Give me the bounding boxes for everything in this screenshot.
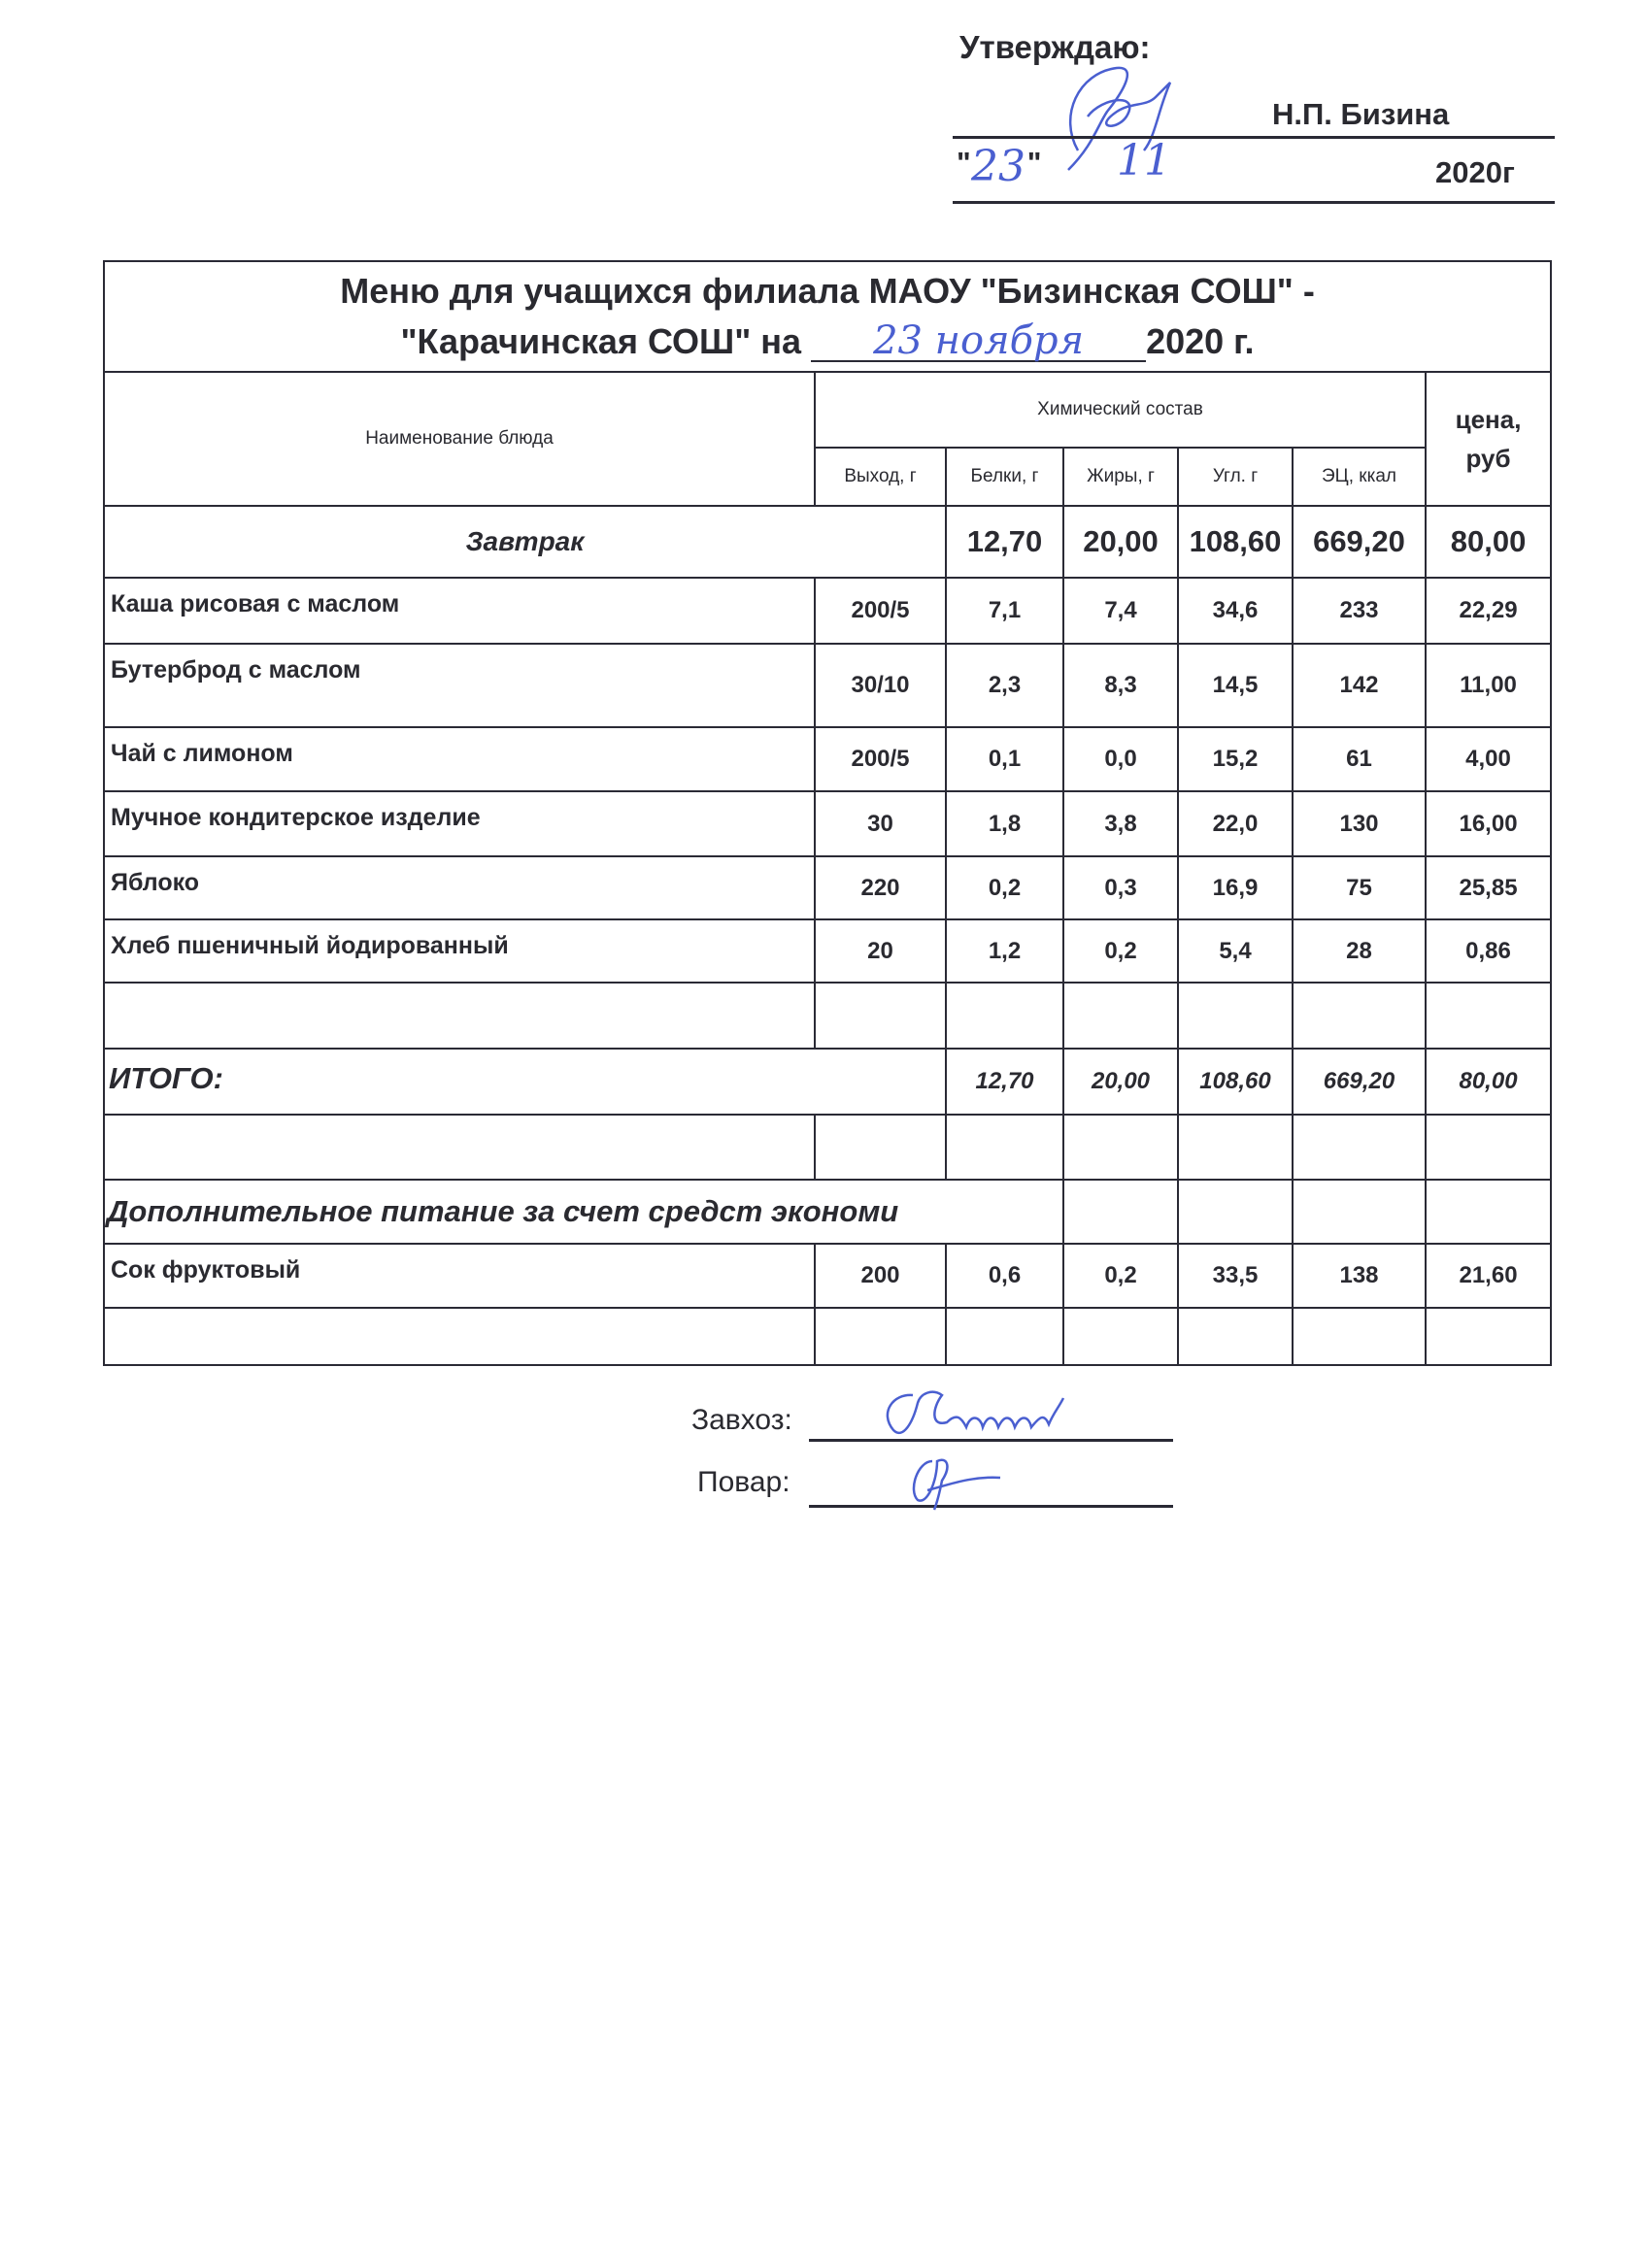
empty-cell (104, 983, 815, 1049)
dish-name: Хлеб пшеничный йодированный (104, 919, 815, 983)
breakfast-label: Завтрак (104, 506, 946, 578)
dish-fat: 0,2 (1063, 919, 1178, 983)
table-row (104, 578, 1551, 644)
dish-protein: 2,3 (946, 644, 1063, 727)
dish-protein: 1,2 (946, 919, 1063, 983)
header-carbs: Угл. г (1178, 448, 1293, 506)
dish-fat: 7,4 (1063, 578, 1178, 644)
date-open-quote: " (957, 146, 971, 180)
storekeeper-signature (874, 1384, 1117, 1442)
dish-yield: 30/10 (815, 644, 946, 727)
breakfast-kcal-total: 669,20 (1293, 506, 1426, 578)
approver-name: Н.П. Бизина (1272, 97, 1450, 131)
breakfast-price-total: 80,00 (1426, 506, 1551, 578)
total-protein: 12,70 (946, 1049, 1063, 1115)
dish-price: 21,60 (1426, 1244, 1551, 1308)
header-price-text: цена, руб (1455, 405, 1522, 473)
title-line-2-suffix: 2020 г. (1146, 321, 1255, 361)
dish-carbs: 33,5 (1178, 1244, 1293, 1308)
dish-name: Яблоко (104, 856, 815, 919)
empty-cell (946, 1308, 1063, 1365)
cook-signature (893, 1447, 1039, 1515)
storekeeper-label: Завхоз: (691, 1404, 792, 1436)
empty-cell (1178, 1308, 1293, 1365)
table-row (104, 919, 1551, 983)
dish-fat: 0,0 (1063, 727, 1178, 791)
dish-protein: 0,1 (946, 727, 1063, 791)
breakfast-section-row (104, 506, 1551, 578)
extra-section-row (104, 1180, 1551, 1244)
dish-fat: 8,3 (1063, 644, 1178, 727)
empty-cell (1063, 1308, 1178, 1365)
dish-kcal: 233 (1293, 578, 1426, 644)
header-protein: Белки, г (946, 448, 1063, 506)
empty-cell (1293, 1180, 1426, 1244)
total-row (104, 1049, 1551, 1115)
dish-carbs: 22,0 (1178, 791, 1293, 856)
empty-cell (1178, 1115, 1293, 1180)
date-close-quote: " (1026, 146, 1042, 180)
cook-label: Повар: (697, 1466, 790, 1498)
dish-carbs: 34,6 (1178, 578, 1293, 644)
table-row (104, 1244, 1551, 1308)
dish-kcal: 61 (1293, 727, 1426, 791)
breakfast-fat-total: 20,00 (1063, 506, 1178, 578)
empty-cell (815, 983, 946, 1049)
empty-cell (1063, 1115, 1178, 1180)
dish-yield: 200/5 (815, 727, 946, 791)
dish-name: Сок фруктовый (104, 1244, 815, 1308)
empty-cell (1063, 1180, 1178, 1244)
dish-carbs: 5,4 (1178, 919, 1293, 983)
header-price (1426, 372, 1551, 506)
dish-price: 22,29 (1426, 578, 1551, 644)
dish-name: Мучное кондитерское изделие (104, 791, 815, 856)
header-chemical-composition: Химический состав (815, 372, 1426, 448)
title-line-2-prefix: "Карачинская СОШ" на (400, 321, 802, 361)
table-row (104, 791, 1551, 856)
dish-yield: 220 (815, 856, 946, 919)
dish-yield: 20 (815, 919, 946, 983)
empty-row (104, 1115, 1551, 1180)
dish-price: 25,85 (1426, 856, 1551, 919)
empty-cell (1063, 983, 1178, 1049)
dish-name: Каша рисовая с маслом (104, 578, 815, 644)
dish-price: 0,86 (1426, 919, 1551, 983)
dish-protein: 0,2 (946, 856, 1063, 919)
total-price: 80,00 (1426, 1049, 1551, 1115)
title-line-1: Меню для учащихся филиала МАОУ "Бизинская СОШ" - (340, 271, 1315, 311)
extra-section-label: Дополнительное питание за счет средст экономи (104, 1180, 1063, 1244)
table-row (104, 644, 1551, 727)
total-label: ИТОГО: (104, 1049, 946, 1115)
total-fat: 20,00 (1063, 1049, 1178, 1115)
header-dish-name: Наименование блюда (104, 372, 815, 506)
empty-cell (1293, 983, 1426, 1049)
table-row (104, 727, 1551, 791)
dish-protein: 0,6 (946, 1244, 1063, 1308)
empty-cell (815, 1308, 946, 1365)
empty-row (104, 983, 1551, 1049)
empty-row (104, 1308, 1551, 1365)
table-row (104, 856, 1551, 919)
empty-cell (1178, 1180, 1293, 1244)
breakfast-protein-total: 12,70 (946, 506, 1063, 578)
dish-kcal: 28 (1293, 919, 1426, 983)
dish-price: 11,00 (1426, 644, 1551, 727)
approval-underline (953, 136, 1555, 139)
dish-carbs: 15,2 (1178, 727, 1293, 791)
empty-cell (1426, 1308, 1551, 1365)
dish-fat: 0,3 (1063, 856, 1178, 919)
menu-table-wrapper (103, 260, 1550, 1366)
header-yield: Выход, г (815, 448, 946, 506)
empty-cell (1426, 1115, 1551, 1180)
header-fat: Жиры, г (1063, 448, 1178, 506)
empty-cell (1293, 1115, 1426, 1180)
total-kcal: 669,20 (1293, 1049, 1426, 1115)
header-row-1 (104, 372, 1551, 448)
dish-kcal: 142 (1293, 644, 1426, 727)
dish-yield: 200 (815, 1244, 946, 1308)
empty-cell (104, 1115, 815, 1180)
approval-day-handwritten: 23 (971, 142, 1025, 191)
dish-name: Бутерброд с маслом (104, 644, 815, 727)
dish-price: 4,00 (1426, 727, 1551, 791)
dish-fat: 0,2 (1063, 1244, 1178, 1308)
dish-kcal: 130 (1293, 791, 1426, 856)
header-kcal: ЭЦ, ккал (1293, 448, 1426, 506)
dish-fat: 3,8 (1063, 791, 1178, 856)
dish-yield: 30 (815, 791, 946, 856)
approval-year: 2020г (1435, 155, 1515, 189)
dish-price: 16,00 (1426, 791, 1551, 856)
empty-cell (1293, 1308, 1426, 1365)
menu-table (103, 260, 1552, 1366)
empty-cell (946, 983, 1063, 1049)
empty-cell (1178, 983, 1293, 1049)
dish-kcal: 75 (1293, 856, 1426, 919)
total-carbs: 108,60 (1178, 1049, 1293, 1115)
title-line-2 (105, 317, 1550, 367)
empty-cell (815, 1115, 946, 1180)
dish-carbs: 14,5 (1178, 644, 1293, 727)
dish-name: Чай с лимоном (104, 727, 815, 791)
title-row (104, 261, 1551, 372)
approval-date-underline (953, 201, 1555, 204)
dish-protein: 1,8 (946, 791, 1063, 856)
approval-label: Утверждаю: (959, 29, 1151, 65)
empty-cell (1426, 1180, 1551, 1244)
dish-yield: 200/5 (815, 578, 946, 644)
empty-cell (1426, 983, 1551, 1049)
empty-cell (946, 1115, 1063, 1180)
menu-title (104, 261, 1551, 372)
approval-month-handwritten: 11 (1117, 136, 1171, 185)
empty-cell (104, 1308, 815, 1365)
title-date-handwritten: 23 ноября (811, 321, 1146, 362)
dish-kcal: 138 (1293, 1244, 1426, 1308)
dish-carbs: 16,9 (1178, 856, 1293, 919)
dish-protein: 7,1 (946, 578, 1063, 644)
breakfast-carbs-total: 108,60 (1178, 506, 1293, 578)
